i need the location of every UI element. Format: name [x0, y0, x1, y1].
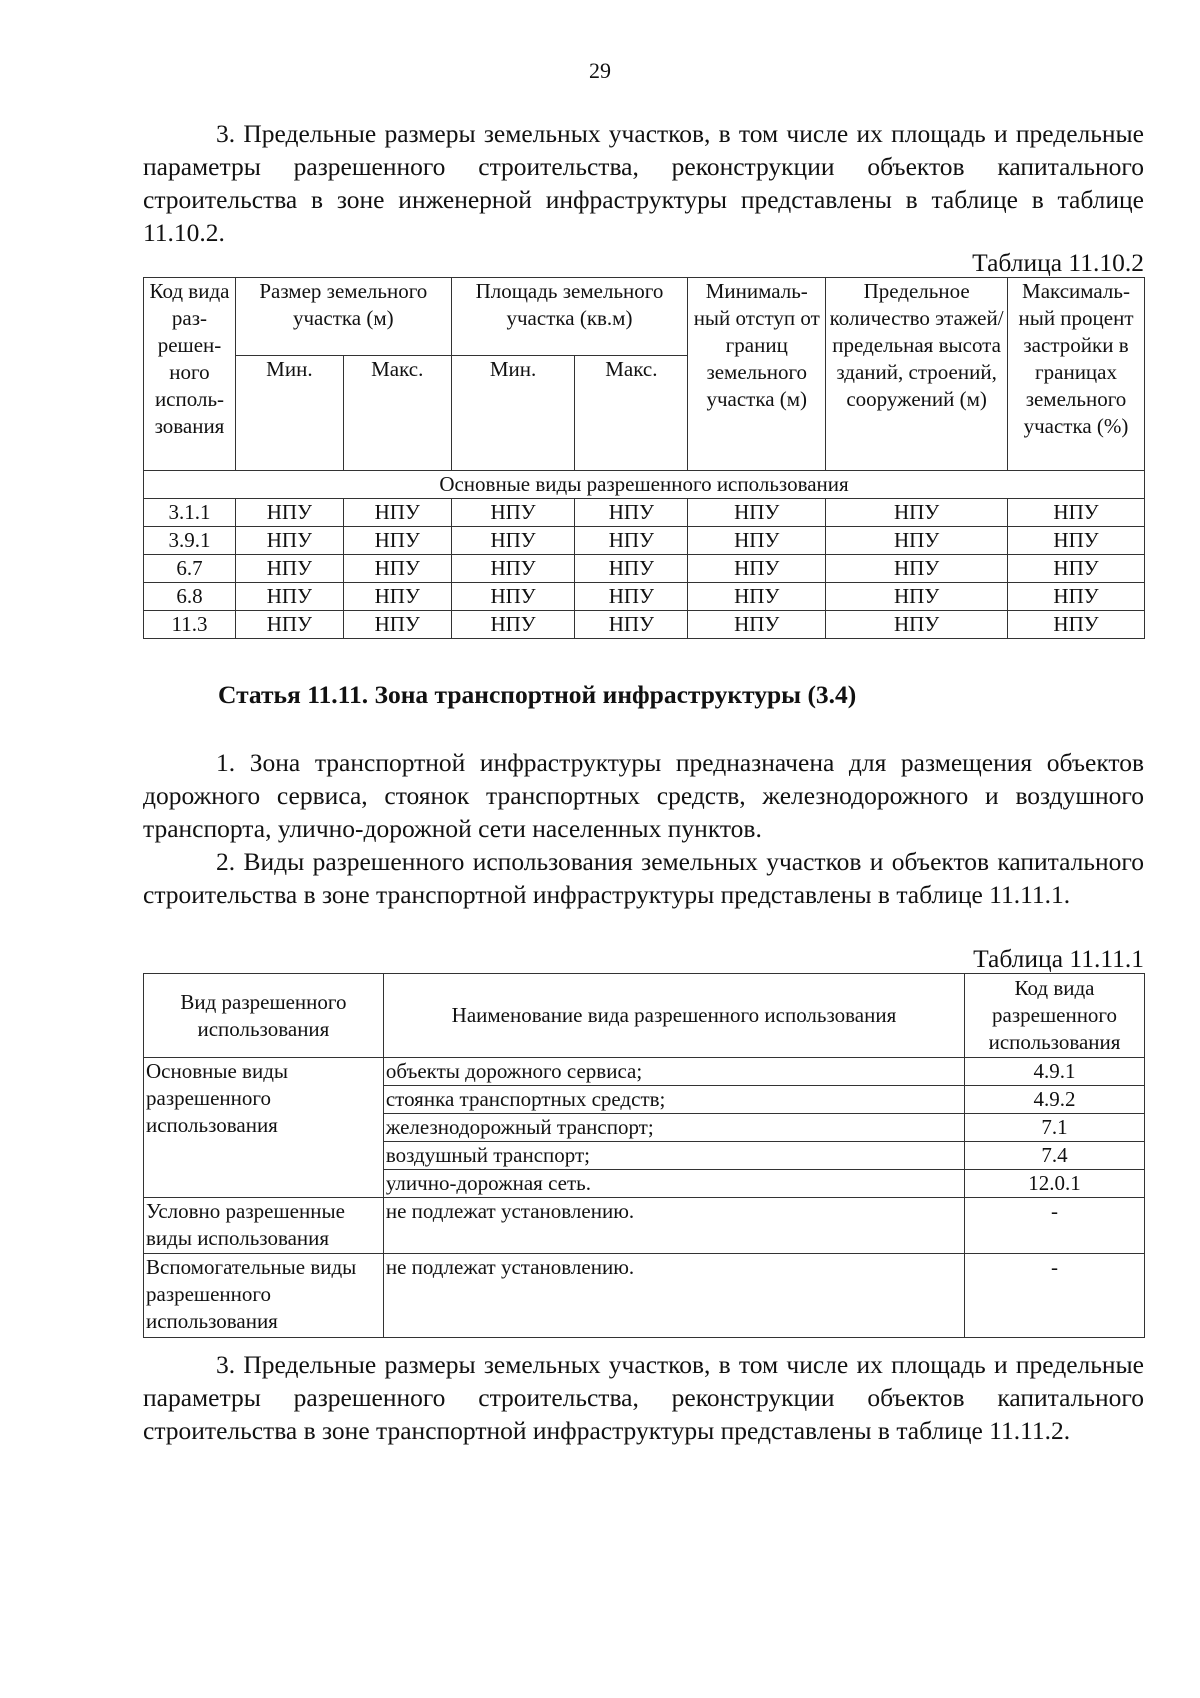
- cell-code: 3.1.1: [144, 499, 236, 527]
- limits-table: [143, 277, 1145, 639]
- cell: НПУ: [451, 527, 575, 555]
- cell: НПУ: [575, 611, 688, 639]
- use-name: воздушный транспорт;: [383, 1142, 964, 1170]
- paragraph-limits-engineering: [143, 117, 1144, 249]
- cell: НПУ: [343, 611, 451, 639]
- cell: НПУ: [343, 499, 451, 527]
- section-heading: Статья 11.11. Зона транспортной инфраструктуры (3.4): [218, 680, 857, 709]
- cell: НПУ: [826, 555, 1008, 583]
- use-name: улично-дорожная сеть.: [383, 1170, 964, 1198]
- page-number: 29: [589, 58, 611, 83]
- header-code: Код вида разрешенного использования: [965, 974, 1145, 1058]
- paragraph-zone-uses: [143, 845, 1144, 911]
- cell: НПУ: [1008, 527, 1145, 555]
- cell: НПУ: [826, 611, 1008, 639]
- cell: НПУ: [688, 499, 826, 527]
- header-floors: Предельное количество этажей/ предельная высота зданий, строений, сооружений (м): [826, 278, 1008, 471]
- cell: НПУ: [451, 583, 575, 611]
- cell-code: 6.8: [144, 583, 236, 611]
- cell: НПУ: [688, 555, 826, 583]
- header-kind: Вид разрешенного использования: [144, 974, 384, 1058]
- cell: НПУ: [826, 527, 1008, 555]
- cell: НПУ: [451, 555, 575, 583]
- header-code: Код вида раз-решен-ного исполь-зования: [144, 278, 236, 471]
- cell: НПУ: [826, 499, 1008, 527]
- paragraph-text: 2. Виды разрешенного использования земельных участков и объектов капитального строительства в зоне транспортной инфраструктуры представлены в таблице 11.11.1.: [143, 847, 1144, 909]
- use-code: 7.4: [965, 1142, 1145, 1170]
- main-uses-label: Основные виды разрешенного использования: [144, 1058, 384, 1198]
- cell: НПУ: [235, 527, 343, 555]
- paragraph-zone-purpose: [143, 746, 1144, 845]
- cell: НПУ: [343, 583, 451, 611]
- cell: НПУ: [826, 583, 1008, 611]
- paragraph-limits-transport: [143, 1348, 1144, 1447]
- use-code: 4.9.2: [965, 1086, 1145, 1114]
- cell: НПУ: [343, 527, 451, 555]
- cell: НПУ: [575, 527, 688, 555]
- header-area-max: Макс.: [575, 356, 688, 471]
- table-row: [144, 1058, 1145, 1086]
- use-code: -: [965, 1254, 1145, 1338]
- cell: НПУ: [688, 583, 826, 611]
- table-row: [144, 527, 1145, 555]
- use-code: -: [965, 1198, 1145, 1254]
- use-code: 12.0.1: [965, 1170, 1145, 1198]
- paragraph-text: 3. Предельные размеры земельных участков, в том числе их площадь и предельные параметры разрешенного строительства, реконструкции объектов капитального строительства в зоне транспортной инфраструктуры представлены в таблице 11.11.2.: [143, 1350, 1144, 1445]
- cell: НПУ: [235, 611, 343, 639]
- header-size-min: Мин.: [235, 356, 343, 471]
- table-row: [144, 611, 1145, 639]
- use-name: не подлежат установлению.: [383, 1254, 964, 1338]
- cell: НПУ: [343, 555, 451, 583]
- header-area: Площадь земельного участка (кв.м): [451, 278, 688, 356]
- paragraph-text: 1. Зона транспортной инфраструктуры предназначена для размещения объектов дорожного сервиса, стоянок транспортных средств, железнодорожного и воздушного транспорта, улично-дорожной сети населенных пунктов.: [143, 748, 1144, 843]
- use-name: объекты дорожного сервиса;: [383, 1058, 964, 1086]
- header-percent: Максималь-ный процент застройки в границах земельного участка (%): [1008, 278, 1145, 471]
- section-row: Основные виды разрешенного использования: [144, 471, 1145, 499]
- use-code: 4.9.1: [965, 1058, 1145, 1086]
- use-name: железнодорожный транспорт;: [383, 1114, 964, 1142]
- cell: НПУ: [451, 611, 575, 639]
- header-setback: Минималь-ный отступ от границ земельного участка (м): [688, 278, 826, 471]
- table-row: [144, 555, 1145, 583]
- cell: НПУ: [1008, 611, 1145, 639]
- header-name: Наименование вида разрешенного использования: [383, 974, 964, 1058]
- uses-table: [143, 973, 1145, 1338]
- header-area-min: Мин.: [451, 356, 575, 471]
- cell: НПУ: [688, 611, 826, 639]
- header-size: Размер земельного участка (м): [235, 278, 451, 356]
- cell: НПУ: [575, 583, 688, 611]
- use-name: не подлежат установлению.: [383, 1198, 964, 1254]
- table-row: [144, 1198, 1145, 1254]
- cell: НПУ: [1008, 555, 1145, 583]
- conditional-uses-label: Условно разрешенные виды использования: [144, 1198, 384, 1254]
- cell: НПУ: [235, 583, 343, 611]
- header-size-max: Макс.: [343, 356, 451, 471]
- cell: НПУ: [235, 499, 343, 527]
- table-row: [144, 583, 1145, 611]
- table-row: [144, 499, 1145, 527]
- cell: НПУ: [235, 555, 343, 583]
- paragraph-text: 3. Предельные размеры земельных участков, в том числе их площадь и предельные параметры разрешенного строительства, реконструкции объектов капитального строительства в зоне инженерной инфраструктуры представлены в таблице в таблице 11.10.2.: [143, 119, 1144, 247]
- use-name: стоянка транспортных средств;: [383, 1086, 964, 1114]
- use-code: 7.1: [965, 1114, 1145, 1142]
- cell-code: 11.3: [144, 611, 236, 639]
- cell: НПУ: [575, 555, 688, 583]
- table-caption: Таблица 11.11.1: [973, 944, 1144, 973]
- cell: НПУ: [575, 499, 688, 527]
- cell: НПУ: [688, 527, 826, 555]
- table-row: [144, 1254, 1145, 1338]
- cell: НПУ: [1008, 499, 1145, 527]
- auxiliary-uses-label: Вспомогательные виды разрешенного использования: [144, 1254, 384, 1338]
- cell: НПУ: [1008, 583, 1145, 611]
- cell-code: 3.9.1: [144, 527, 236, 555]
- cell: НПУ: [451, 499, 575, 527]
- cell-code: 6.7: [144, 555, 236, 583]
- table-caption: Таблица 11.10.2: [972, 248, 1144, 277]
